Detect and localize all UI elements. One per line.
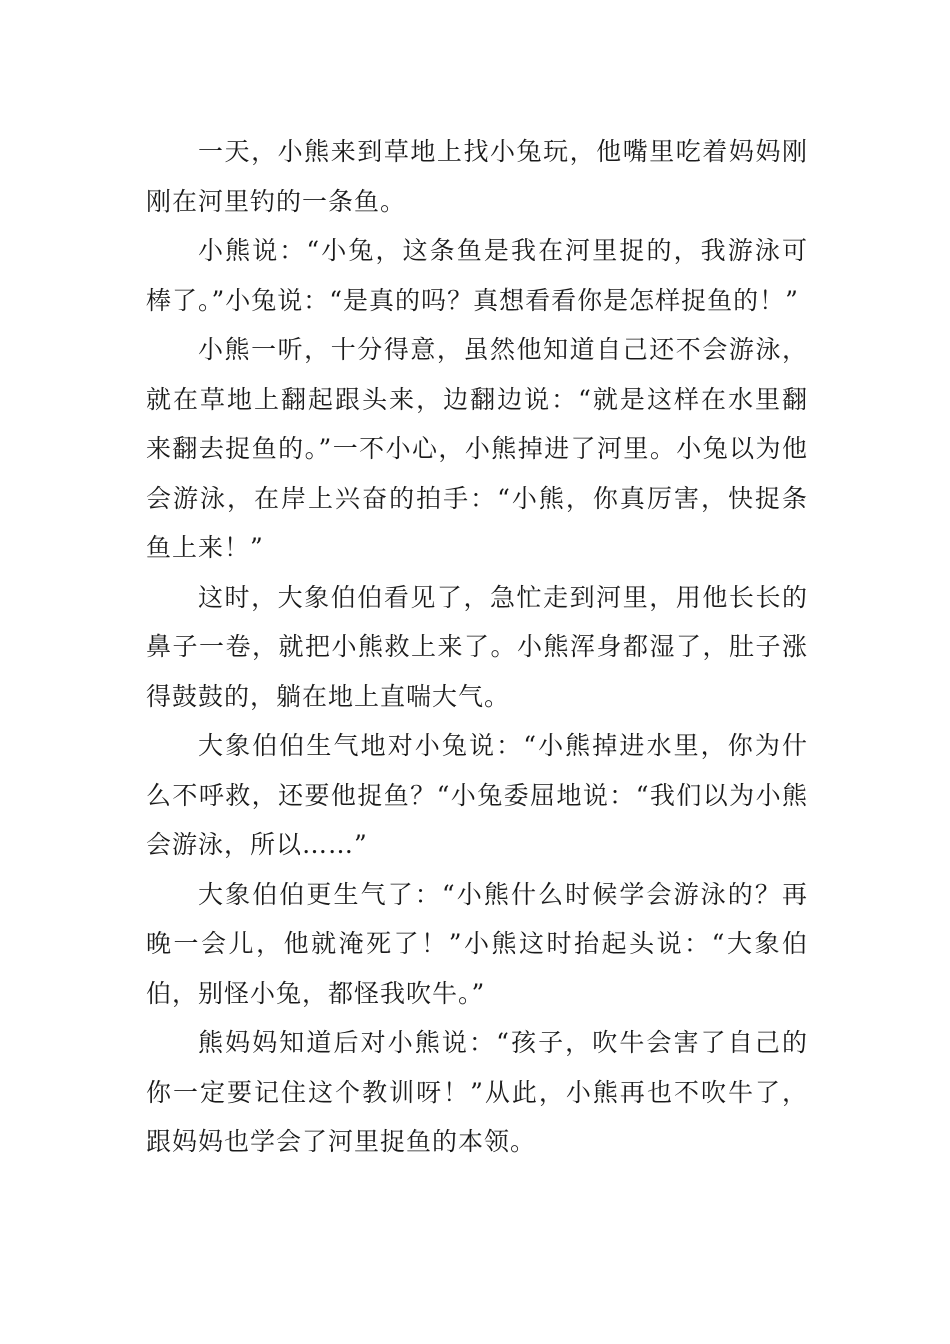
- paragraph-2: 小熊说：“小兔，这条鱼是我在河里捉的，我游泳可棒了。”小兔说：“是真的吗？真想看看你是怎样捉鱼的！”: [146, 236, 808, 315]
- paragraph-3: 小熊一听，十分得意，虽然他知道自己还不会游泳，就在草地上翻起跟头来，边翻边说：“就是这样在水里翻来翻去捉鱼的。”一不小心，小熊掉进了河里。小兔以为他会游泳，在岸上兴奋的拍手：“小熊，你真厉害，快捉条鱼上来！”: [146, 335, 808, 562]
- paragraph-7: 熊妈妈知道后对小熊说：“孩子，吹牛会害了自己的你一定要记住这个教训呀！”从此，小熊再也不吹牛了，跟妈妈也学会了河里捉鱼的本领。: [146, 1028, 808, 1156]
- story-body: [146, 127, 808, 1167]
- paragraph-6: 大象伯伯更生气了：“小熊什么时候学会游泳的？再晚一会儿，他就淹死了！”小熊这时抬起头说：“大象伯伯，别怪小兔，都怪我吹牛。”: [146, 879, 808, 1008]
- paragraph-4: 这时，大象伯伯看见了，急忙走到河里，用他长长的鼻子一卷，就把小熊救上来了。小熊浑身都湿了，肚子涨得鼓鼓的，躺在地上直喘大气。: [146, 582, 808, 711]
- paragraph-1: 一天，小熊来到草地上找小兔玩，他嘴里吃着妈妈刚刚在河里钓的一条鱼。: [146, 137, 808, 216]
- paragraph-5: 大象伯伯生气地对小兔说：“小熊掉进水里，你为什么不呼救，还要他捉鱼？“小兔委屈地说：“我们以为小熊会游泳，所以……”: [146, 731, 808, 859]
